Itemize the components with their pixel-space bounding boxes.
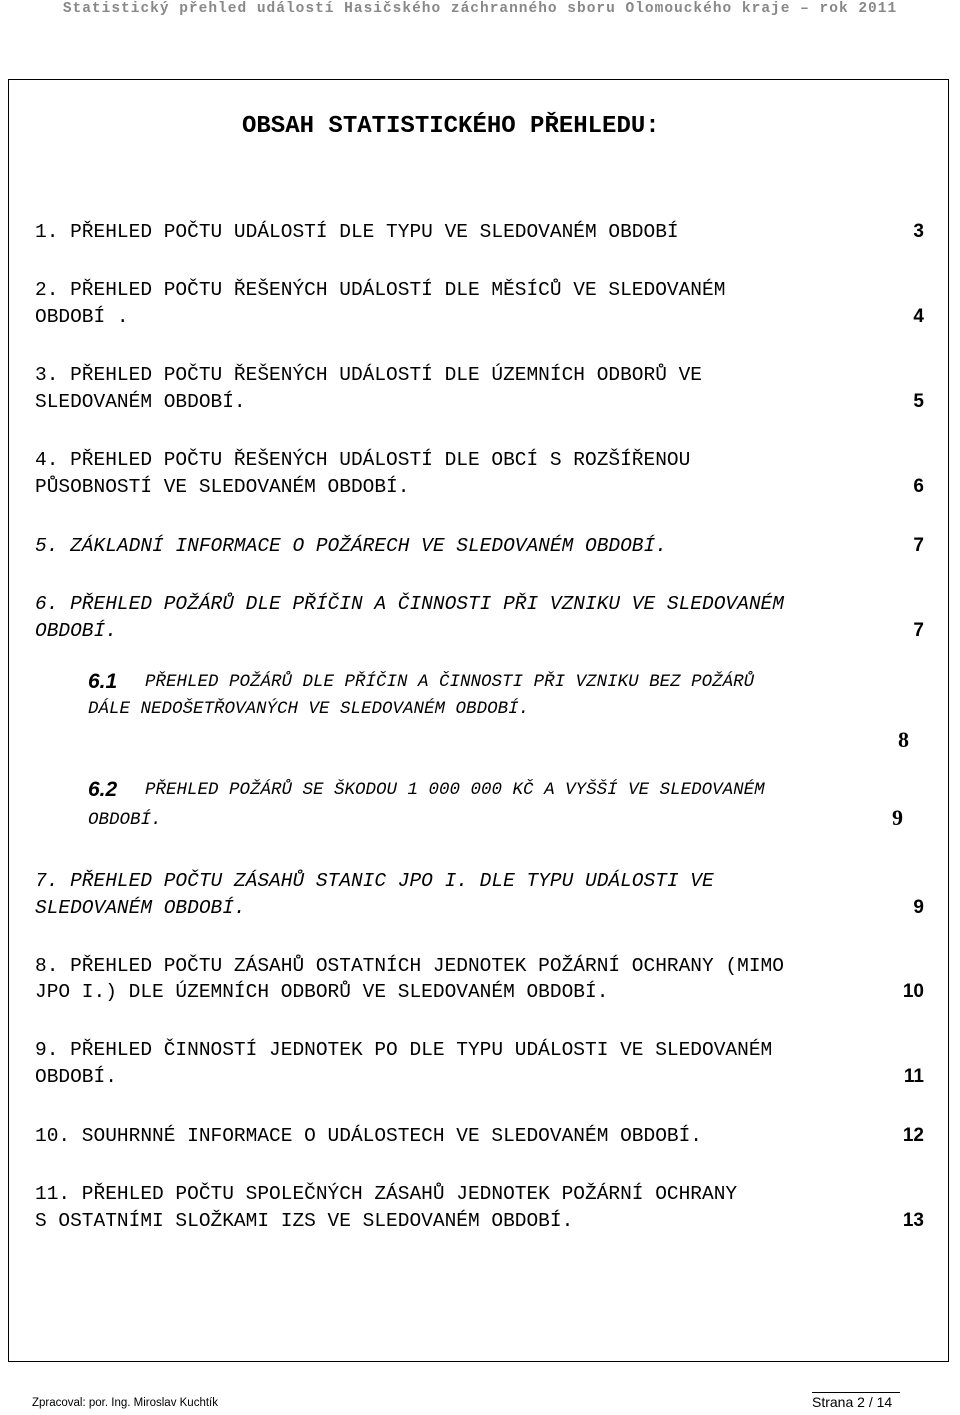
toc-page-3: 5 [913,391,924,412]
footer-page-separator: / [868,1394,873,1410]
toc-entry-5[interactable]: 5. ZÁKLADNÍ INFORMACE O POŽÁRECH VE SLEDOVANÉM OBDOBÍ. [35,535,667,557]
toc-page-7: 9 [913,897,924,918]
toc-entry-8-line-1[interactable]: 8. PŘEHLED POČTU ZÁSAHŮ OSTATNÍCH JEDNOTEK POŽÁRNÍ OCHRANY (MIMO [35,955,784,977]
toc-entry-6-line-1[interactable]: 6. PŘEHLED POŽÁRŮ DLE PŘÍČIN A ČINNOSTI PŘI VZNIKU VE SLEDOVANÉM [35,593,784,615]
toc-entry-6-1-line-2[interactable]: DÁLE NEDOŠETŘOVANÝCH VE SLEDOVANÉM OBDOBÍ. [88,699,530,719]
toc-entry-4-line-1[interactable]: 4. PŘEHLED POČTU ŘEŠENÝCH UDÁLOSTÍ DLE OBCÍ S ROZŠÍŘENOU [35,449,691,471]
toc-entry-2-line-2[interactable]: OBDOBÍ . [35,306,129,328]
toc-page-10: 12 [902,1125,924,1146]
toc-entry-3-line-2[interactable]: SLEDOVANÉM OBDOBÍ. [35,391,246,413]
toc-page-6: 7 [913,620,924,641]
toc-entry-8-line-2[interactable]: JPO I.) DLE ÚZEMNÍCH ODBORŮ VE SLEDOVANÉM OBDOBÍ. [35,981,609,1003]
toc-entry-6-line-2[interactable]: OBDOBÍ. [35,620,117,642]
toc-page-9: 11 [903,1066,924,1087]
footer-page-current: 2 [857,1394,865,1410]
toc-entry-6-1-number: 6.1 [88,670,118,693]
toc-entry-1[interactable]: 1. PŘEHLED POČTU UDÁLOSTÍ DLE TYPU VE SLEDOVANÉM OBDOBÍ [35,221,679,243]
toc-entry-3-line-1[interactable]: 3. PŘEHLED POČTU ŘEŠENÝCH UDÁLOSTÍ DLE ÚZEMNÍCH ODBORŮ VE [35,364,703,386]
toc-page-5: 7 [913,535,924,556]
toc-entry-11-line-1[interactable]: 11. PŘEHLED POČTU SPOLEČNÝCH ZÁSAHŮ JEDNOTEK POŽÁRNÍ OCHRANY [35,1183,738,1205]
toc-entry-6-1-line-1[interactable]: PŘEHLED POŽÁRŮ DLE PŘÍČIN A ČINNOSTI PŘI VZNIKU BEZ POŽÁRŮ [145,672,755,692]
toc-entry-2-line-1[interactable]: 2. PŘEHLED POČTU ŘEŠENÝCH UDÁLOSTÍ DLE MĚSÍCŮ VE SLEDOVANÉM [35,279,726,301]
toc-page-8: 10 [902,981,924,1002]
toc-entry-6-2-number: 6.2 [88,778,118,801]
toc-entry-10[interactable]: 10. SOUHRNNÉ INFORMACE O UDÁLOSTECH VE SLEDOVANÉM OBDOBÍ. [35,1125,703,1147]
toc-page-2: 4 [913,306,924,327]
footer-divider [812,1392,900,1393]
footer-page-label: Strana [812,1394,854,1410]
toc-entry-9-line-2[interactable]: OBDOBÍ. [35,1066,117,1088]
toc-entry-9-line-1[interactable]: 9. PŘEHLED ČINNOSTÍ JEDNOTEK PO DLE TYPU UDÁLOSTI VE SLEDOVANÉM [35,1039,773,1061]
toc-page-1: 3 [913,221,924,242]
toc-title: OBSAH STATISTICKÉHO PŘEHLEDU: [242,113,660,140]
toc-page-4: 6 [913,476,924,497]
toc-page-11: 13 [902,1210,924,1231]
toc-entry-6-2-line-1[interactable]: PŘEHLED POŽÁRŮ SE ŠKODOU 1 000 000 KČ A VYŠŠÍ VE SLEDOVANÉM [145,780,765,800]
toc-entry-6-2-line-2[interactable]: OBDOBÍ. [88,810,162,830]
footer-page-total: 14 [876,1394,893,1410]
toc-entry-7-line-1[interactable]: 7. PŘEHLED POČTU ZÁSAHŮ STANIC JPO I. DLE TYPU UDÁLOSTI VE [35,870,714,892]
footer-page-number [812,1394,892,1410]
toc-page-6-2: 9 [892,805,903,830]
toc-page-6-1: 8 [898,727,909,752]
document-header: Statistický přehled událostí Hasičského záchranného sboru Olomouckého kraje – rok 2011 [62,1,898,17]
toc-entry-4-line-2[interactable]: PŮSOBNOSTÍ VE SLEDOVANÉM OBDOBÍ. [35,476,410,498]
toc-entry-7-line-2[interactable]: SLEDOVANÉM OBDOBÍ. [35,897,246,919]
footer-author: Zpracoval: por. Ing. Miroslav Kuchtík [32,1397,218,1409]
page-frame [8,79,949,1362]
toc-entry-11-line-2[interactable]: S OSTATNÍMI SLOŽKAMI IZS VE SLEDOVANÉM OBDOBÍ. [35,1210,574,1232]
